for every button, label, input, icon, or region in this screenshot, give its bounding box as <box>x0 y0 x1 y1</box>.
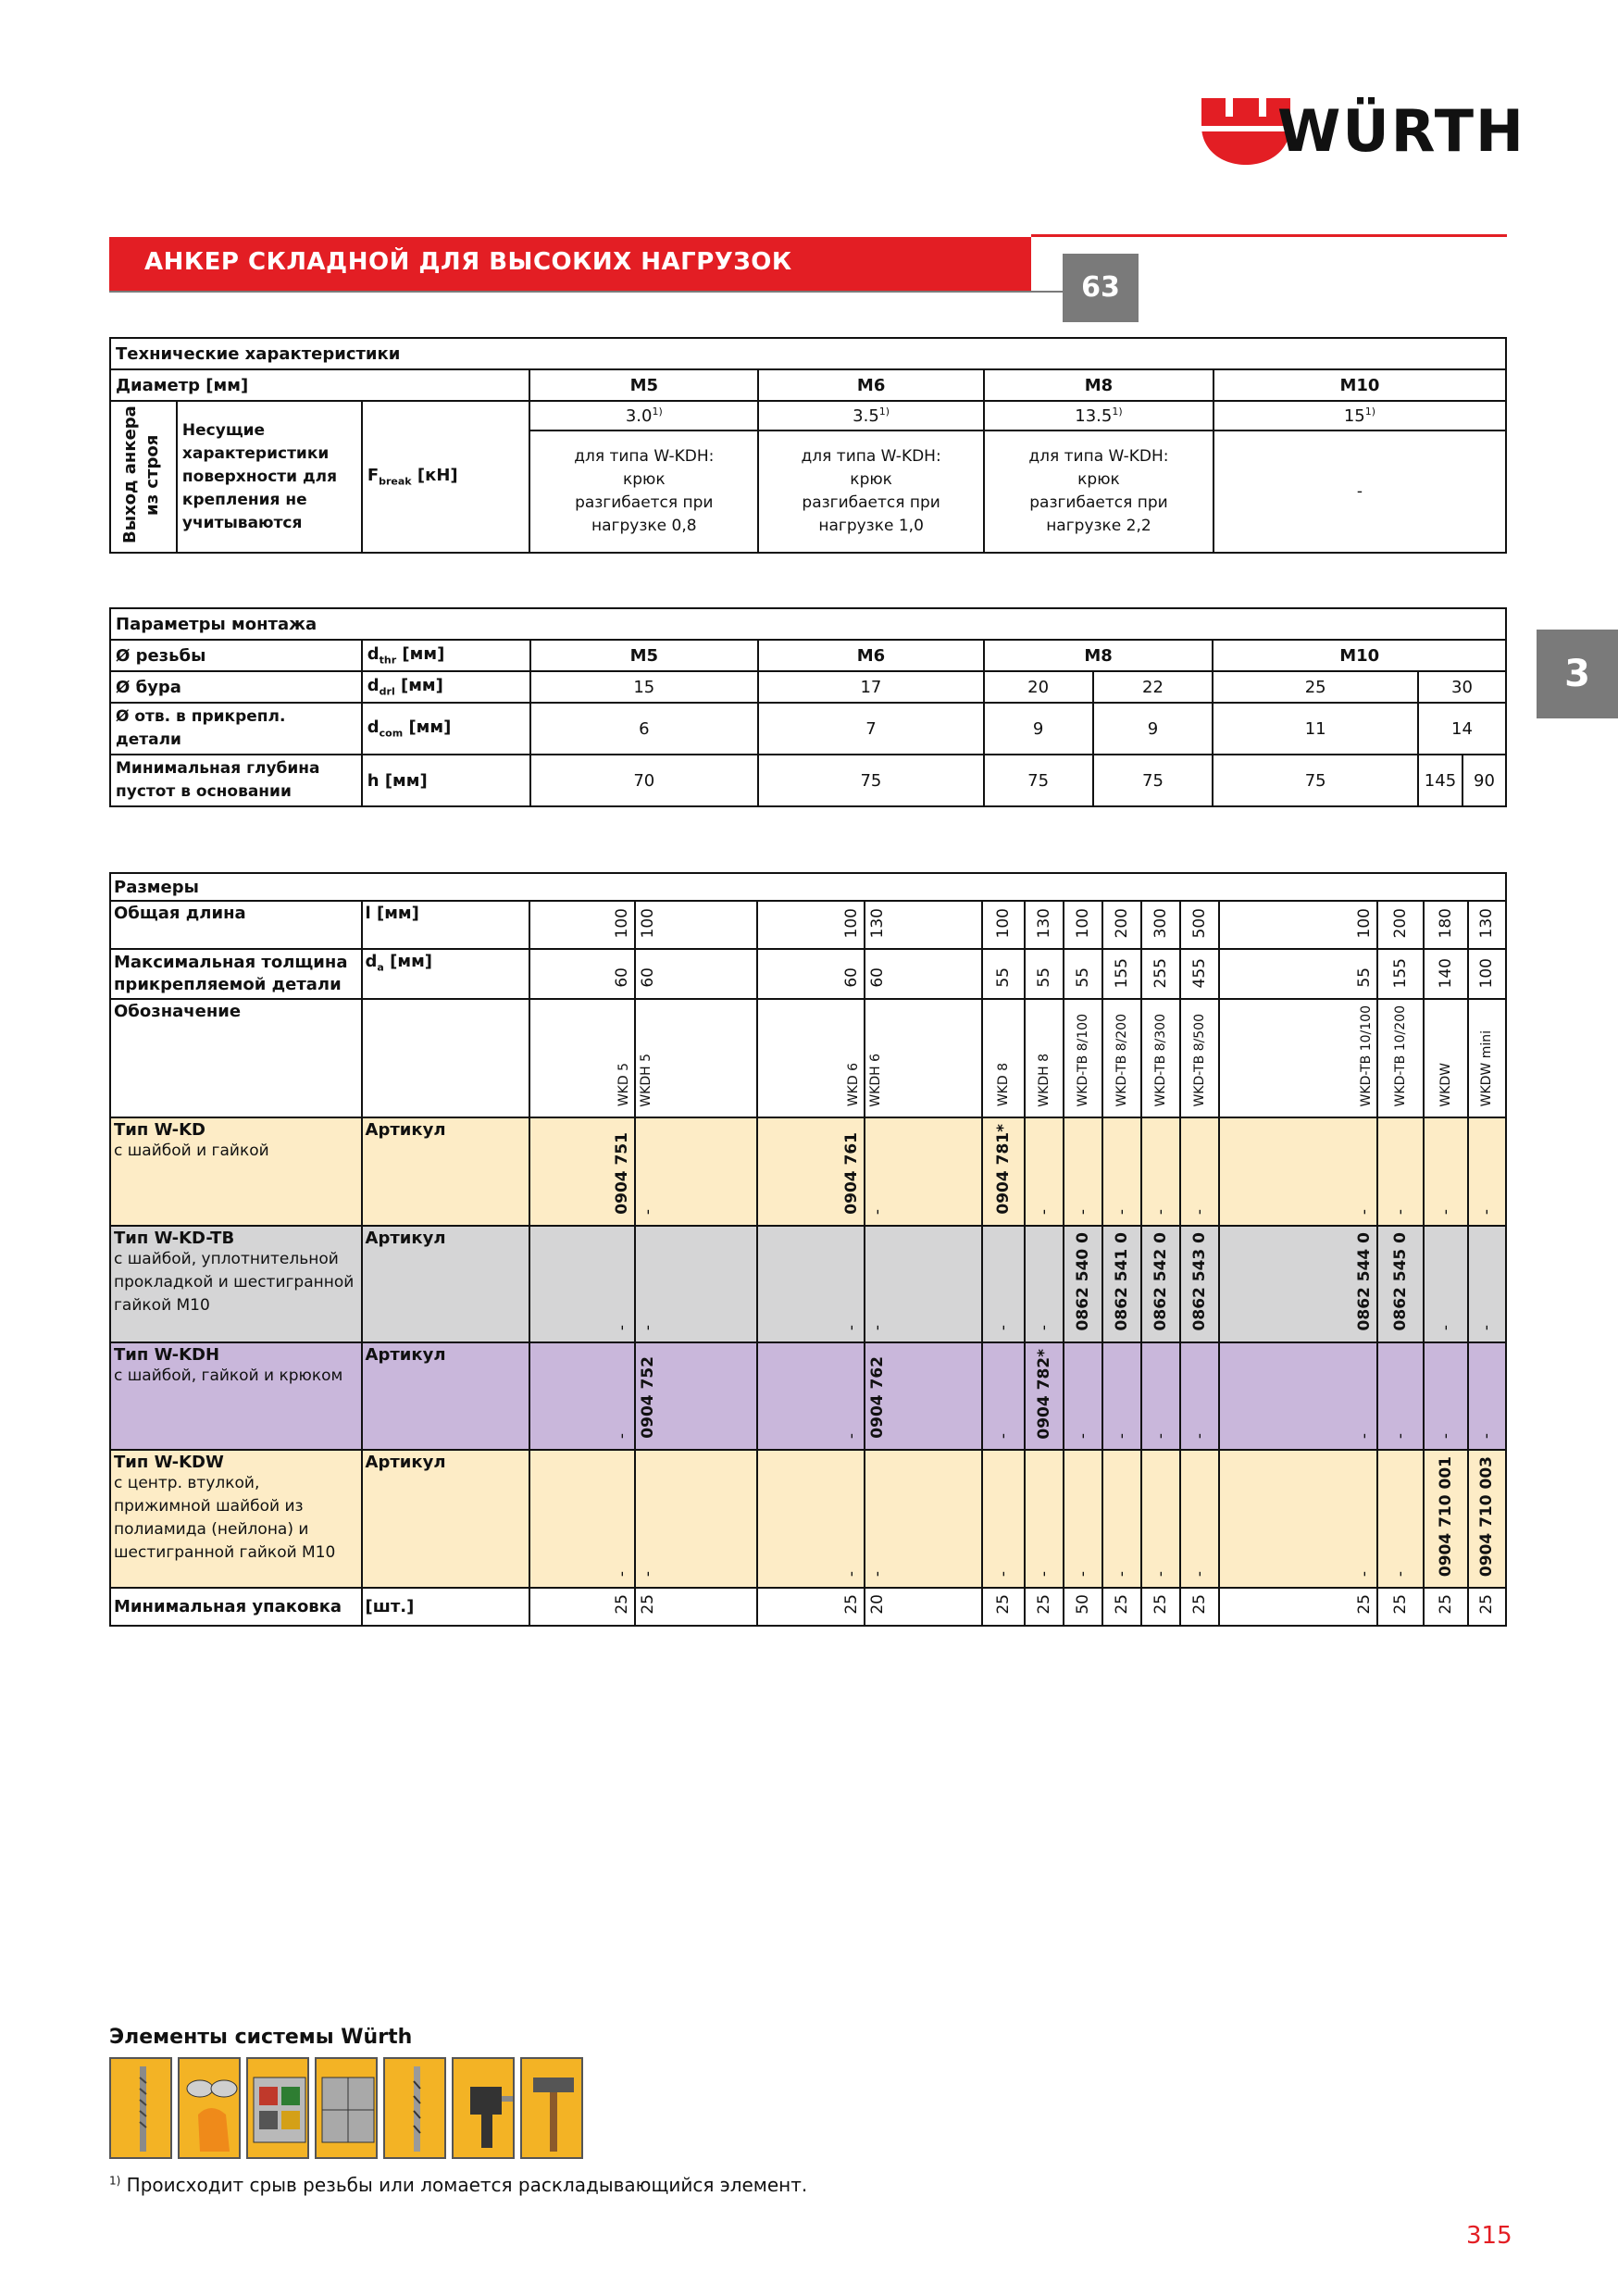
hole-label: Ø отв. в прикрепл. детали <box>110 703 362 755</box>
length-value: 100 <box>994 907 1014 938</box>
article-empty: - <box>1113 1208 1131 1216</box>
length-unit: l [мм] <box>362 901 530 949</box>
designation-value: WKD-TB 10/100 <box>1359 1005 1375 1107</box>
thickness-unit <box>362 949 530 999</box>
article-empty: - <box>1189 1208 1209 1216</box>
article-empty: - <box>1113 1432 1131 1440</box>
thread-unit-mm: [мм] <box>396 644 445 665</box>
article-empty: - <box>638 1571 657 1578</box>
drill-label: Ø бура <box>110 671 362 703</box>
article-empty: - <box>612 1325 631 1331</box>
force-subscript: break <box>379 475 412 488</box>
title-line <box>1031 234 1507 237</box>
article-number: 0904 710 003 <box>1477 1456 1497 1578</box>
designation-value: WKDW <box>1438 1062 1453 1107</box>
length-value: 100 <box>1074 907 1093 938</box>
article-empty: - <box>1074 1208 1093 1216</box>
article-empty: - <box>612 1432 631 1440</box>
type-description: с шайбой, гайкой и крюком <box>114 1366 343 1385</box>
article-empty: - <box>867 1571 887 1578</box>
dims-table <box>109 872 1507 1627</box>
length-value: 130 <box>867 907 887 938</box>
type-name: Тип W-KDW <box>114 1453 224 1473</box>
article-empty: - <box>1436 1325 1455 1331</box>
hole-value: 9 <box>984 703 1093 755</box>
system-elements-title: Элементы системы Würth <box>109 2026 413 2049</box>
length-value: 180 <box>1436 907 1455 938</box>
footnote-ref: 1) <box>1364 406 1376 418</box>
article-number: 0904 781* <box>994 1124 1014 1216</box>
article-label: Артикул <box>362 1342 530 1451</box>
article-empty: - <box>867 1325 887 1331</box>
mount-table <box>109 607 1507 807</box>
footnote <box>109 2174 807 2196</box>
footnote-mark: 1) <box>109 2174 121 2188</box>
article-empty: - <box>1391 1571 1411 1578</box>
article-number: 0904 782* <box>1035 1348 1054 1440</box>
article-empty: - <box>841 1325 861 1331</box>
drill-unit <box>362 671 530 703</box>
length-value: 100 <box>841 907 861 938</box>
article-number: 0904 751 <box>612 1132 631 1216</box>
length-value: 200 <box>1113 907 1131 938</box>
tech-header: Технические характеристики <box>110 338 1506 369</box>
surface-note: Несущие характеристики поверхности для крепления не учитываются <box>177 401 362 553</box>
force-m10: 15 <box>1343 406 1365 426</box>
article-number: 0862 543 0 <box>1189 1232 1209 1331</box>
diameter-label: Диаметр [мм] <box>110 369 529 401</box>
hole-value: 11 <box>1213 703 1418 755</box>
designation-value: WKD-TB 10/200 <box>1393 1005 1409 1107</box>
thread-unit-sub: thr <box>379 654 397 667</box>
pack-value: 25 <box>1151 1594 1170 1615</box>
article-empty: - <box>1151 1571 1170 1578</box>
thickness-value: 60 <box>638 967 657 988</box>
thickness-value: 55 <box>1035 967 1054 988</box>
storage-box-icon <box>315 2057 378 2159</box>
title-underline <box>109 291 1063 293</box>
article-empty: - <box>1391 1432 1411 1440</box>
note-m6: для типа W-KDH: крюк разгибается при нагрузке 1,0 <box>758 430 984 553</box>
hole-value: 6 <box>530 703 759 755</box>
section-number-box: 63 <box>1063 254 1139 322</box>
pack-value: 25 <box>1189 1594 1209 1615</box>
mount-header: Параметры монтажа <box>110 608 1506 640</box>
size-m10: M10 <box>1214 369 1506 401</box>
hole-value: 7 <box>758 703 984 755</box>
hole-unit-sub: com <box>379 727 404 740</box>
type-label-cell <box>110 1342 362 1451</box>
thickness-value: 100 <box>1477 957 1497 988</box>
length-value: 200 <box>1391 907 1411 938</box>
type-label-cell <box>110 1117 362 1226</box>
mount-size-m8: M8 <box>984 640 1214 671</box>
article-empty: - <box>1035 1325 1054 1331</box>
pack-value: 25 <box>994 1594 1014 1615</box>
designation-value: WKDW mini <box>1479 1030 1495 1107</box>
pack-unit: [шт.] <box>362 1588 530 1626</box>
thickness-value: 55 <box>1074 967 1093 988</box>
footnote-ref: 1) <box>1112 406 1123 418</box>
drill-value: 17 <box>758 671 984 703</box>
depth-value: 145 <box>1418 755 1462 806</box>
assortment-box-icon <box>246 2057 309 2159</box>
designation-value: WKD 5 <box>616 1063 631 1107</box>
type-name: Тип W-KDH <box>114 1344 220 1365</box>
thickness-unit-symbol: d <box>365 952 378 971</box>
thickness-value: 255 <box>1151 957 1170 988</box>
note-m8: для типа W-KDH: крюк разгибается при нагрузке 2,2 <box>984 430 1214 553</box>
thickness-value: 60 <box>841 967 861 988</box>
brand-name: WÜRTH <box>1277 97 1525 165</box>
pack-value: 20 <box>867 1594 887 1615</box>
title-bar <box>109 237 1031 291</box>
depth-value: 75 <box>1093 755 1214 806</box>
designation-label: Обозначение <box>110 999 362 1117</box>
thickness-value: 55 <box>1355 967 1375 988</box>
thread-unit <box>362 640 530 671</box>
force-m5: 3.0 <box>625 406 653 426</box>
article-empty: - <box>1189 1432 1209 1440</box>
page-title: АНКЕР СКЛАДНОЙ ДЛЯ ВЫСОКИХ НАГРУЗОК <box>144 248 792 276</box>
article-number: 0904 762 <box>867 1356 887 1440</box>
hole-unit-symbol: d <box>367 718 380 738</box>
article-empty: - <box>1355 1208 1375 1216</box>
designation-value: WKD-TB 8/300 <box>1152 1013 1168 1107</box>
pack-value: 25 <box>1436 1594 1455 1615</box>
safety-glasses-gloves-icon <box>178 2057 241 2159</box>
article-label: Артикул <box>362 1450 530 1588</box>
force-unit: [кН] <box>411 466 458 486</box>
pack-value: 25 <box>638 1594 657 1615</box>
designation-value: WKDH 8 <box>1037 1053 1052 1107</box>
article-empty: - <box>1074 1432 1093 1440</box>
type-name: Тип W-KD-TB <box>114 1229 235 1249</box>
type-name: Тип W-KD <box>114 1120 205 1141</box>
length-value: 130 <box>1035 907 1054 938</box>
footnote-ref: 1) <box>652 406 663 418</box>
drill-value: 20 <box>984 671 1093 703</box>
article-empty: - <box>994 1325 1014 1331</box>
article-empty: - <box>1189 1571 1209 1578</box>
article-number: 0862 544 0 <box>1355 1232 1375 1331</box>
designation-value: WKD 8 <box>996 1063 1012 1107</box>
hammer-icon <box>520 2057 583 2159</box>
chapter-tab: 3 <box>1537 630 1618 718</box>
page-number: 315 <box>1466 2222 1512 2250</box>
force-m8: 13.5 <box>1075 406 1113 426</box>
note-m5: для типа W-KDH: крюк разгибается при нагрузке 0,8 <box>529 430 758 553</box>
article-empty: - <box>1355 1571 1375 1578</box>
drill-unit-sub: drl <box>379 685 395 698</box>
thickness-unit-mm: [мм] <box>383 952 433 971</box>
article-empty: - <box>612 1571 631 1578</box>
pack-label: Минимальная упаковка <box>110 1588 362 1626</box>
size-m6: M6 <box>758 369 984 401</box>
drill-unit-symbol: d <box>367 676 380 696</box>
footnote-ref: 1) <box>878 406 890 418</box>
mount-size-m6: M6 <box>758 640 984 671</box>
article-number: 0904 761 <box>841 1132 861 1216</box>
thickness-value: 60 <box>867 967 887 988</box>
depth-value: 75 <box>758 755 984 806</box>
thickness-label: Максимальная толщина прикрепляемой детали <box>110 949 362 999</box>
depth-value: 90 <box>1462 755 1506 806</box>
length-value: 100 <box>1355 907 1375 938</box>
designation-value: WKDH 5 <box>638 1053 653 1107</box>
article-empty: - <box>1035 1571 1054 1578</box>
article-empty: - <box>1477 1432 1497 1440</box>
mount-size-m10: M10 <box>1213 640 1506 671</box>
hole-unit-mm: [мм] <box>403 718 452 738</box>
type-row-w-kd-tb <box>110 1226 1506 1341</box>
length-label: Общая длина <box>110 901 362 949</box>
article-empty: - <box>1035 1208 1054 1216</box>
depth-value: 70 <box>530 755 759 806</box>
thickness-value: 155 <box>1391 957 1411 988</box>
type-row-w-kdh <box>110 1342 1506 1451</box>
article-empty: - <box>1436 1432 1455 1440</box>
article-empty: - <box>1391 1208 1411 1216</box>
size-m8: M8 <box>984 369 1214 401</box>
hole-value: 14 <box>1418 703 1506 755</box>
article-empty: - <box>1355 1432 1375 1440</box>
length-value: 130 <box>1477 907 1497 938</box>
article-empty: - <box>1477 1325 1497 1331</box>
article-empty: - <box>638 1208 657 1216</box>
type-description: с шайбой и гайкой <box>114 1142 269 1161</box>
pack-value: 25 <box>1391 1594 1411 1615</box>
hole-unit <box>362 703 530 755</box>
drill-unit-mm: [мм] <box>394 676 443 696</box>
pack-value: 25 <box>1477 1594 1497 1615</box>
article-number: 0862 541 0 <box>1113 1232 1131 1331</box>
system-icons <box>109 2057 583 2159</box>
drill-bit-icon <box>109 2057 172 2159</box>
article-empty: - <box>1113 1571 1131 1578</box>
article-number: 0862 542 0 <box>1151 1232 1170 1331</box>
article-empty: - <box>1151 1208 1170 1216</box>
thickness-value: 155 <box>1113 957 1131 988</box>
thickness-value: 60 <box>612 967 631 988</box>
thread-unit-symbol: d <box>367 644 380 665</box>
pack-value: 50 <box>1074 1594 1093 1615</box>
article-empty: - <box>867 1208 887 1216</box>
pack-value: 25 <box>841 1594 861 1615</box>
tech-table <box>109 337 1507 554</box>
designation-value: WKD-TB 8/500 <box>1191 1013 1207 1107</box>
drill-value: 30 <box>1418 671 1506 703</box>
thickness-value: 455 <box>1189 957 1209 988</box>
type-description: с центр. втулкой, прижимной шайбой из полиамида (нейлона) и шестигранной гайкой M10 <box>114 1474 336 1563</box>
article-empty: - <box>1436 1208 1455 1216</box>
article-label: Артикул <box>362 1117 530 1226</box>
depth-value: 75 <box>1213 755 1418 806</box>
footnote-text: Происходит срыв резьбы или ломается раскладывающийся элемент. <box>120 2174 808 2196</box>
article-empty: - <box>1074 1571 1093 1578</box>
drill-value: 15 <box>530 671 759 703</box>
force-m6: 3.5 <box>853 406 879 426</box>
drill-machine-icon <box>452 2057 515 2159</box>
depth-label: Минимальная глубина пустот в основании <box>110 755 362 806</box>
pack-value: 25 <box>1355 1594 1375 1615</box>
mount-size-m5: M5 <box>530 640 759 671</box>
length-value: 500 <box>1189 907 1209 938</box>
designation-value: WKD-TB 8/200 <box>1114 1013 1129 1107</box>
article-empty: - <box>638 1325 657 1331</box>
article-empty: - <box>994 1571 1014 1578</box>
article-number: 0904 752 <box>638 1356 657 1440</box>
type-label-cell <box>110 1226 362 1341</box>
thickness-value: 55 <box>994 967 1014 988</box>
type-label-cell <box>110 1450 362 1588</box>
article-empty: - <box>1477 1208 1497 1216</box>
pack-value: 25 <box>1035 1594 1054 1615</box>
type-row-w-kdw <box>110 1450 1506 1588</box>
designation-value: WKD 6 <box>845 1063 861 1107</box>
thickness-value: 140 <box>1436 957 1455 988</box>
type-row-w-kd <box>110 1117 1506 1226</box>
pack-value: 25 <box>612 1594 631 1615</box>
drill-bit-2-icon <box>383 2057 446 2159</box>
hole-value: 9 <box>1093 703 1214 755</box>
drill-value: 25 <box>1213 671 1418 703</box>
depth-unit: h [мм] <box>362 755 530 806</box>
article-number: 0904 710 001 <box>1436 1456 1455 1578</box>
article-empty: - <box>1151 1432 1170 1440</box>
thread-label: Ø резьбы <box>110 640 362 671</box>
type-description: с шайбой, уплотнительной прокладкой и шестигранной гайкой M10 <box>114 1250 355 1316</box>
pack-value: 25 <box>1113 1594 1131 1615</box>
article-number: 0862 545 0 <box>1391 1232 1411 1331</box>
article-empty: - <box>841 1571 861 1578</box>
thickness-unit-sub: a <box>377 961 384 974</box>
depth-value: 75 <box>984 755 1093 806</box>
article-empty: - <box>994 1432 1014 1440</box>
article-label: Артикул <box>362 1226 530 1341</box>
failure-vertical-label: Выход анкера из строя <box>119 406 162 543</box>
force-label <box>362 401 530 553</box>
length-value: 300 <box>1151 907 1170 938</box>
designation-value: WKDH 6 <box>867 1053 883 1107</box>
article-number: 0862 540 0 <box>1074 1232 1093 1331</box>
size-m5: M5 <box>529 369 758 401</box>
length-value: 100 <box>612 907 631 938</box>
length-value: 100 <box>638 907 657 938</box>
force-symbol: F <box>367 466 380 486</box>
drill-value: 22 <box>1093 671 1214 703</box>
article-empty: - <box>841 1432 861 1440</box>
dims-header: Размеры <box>110 873 1506 901</box>
designation-value: WKD-TB 8/100 <box>1076 1013 1091 1107</box>
note-m10: - <box>1214 430 1506 553</box>
